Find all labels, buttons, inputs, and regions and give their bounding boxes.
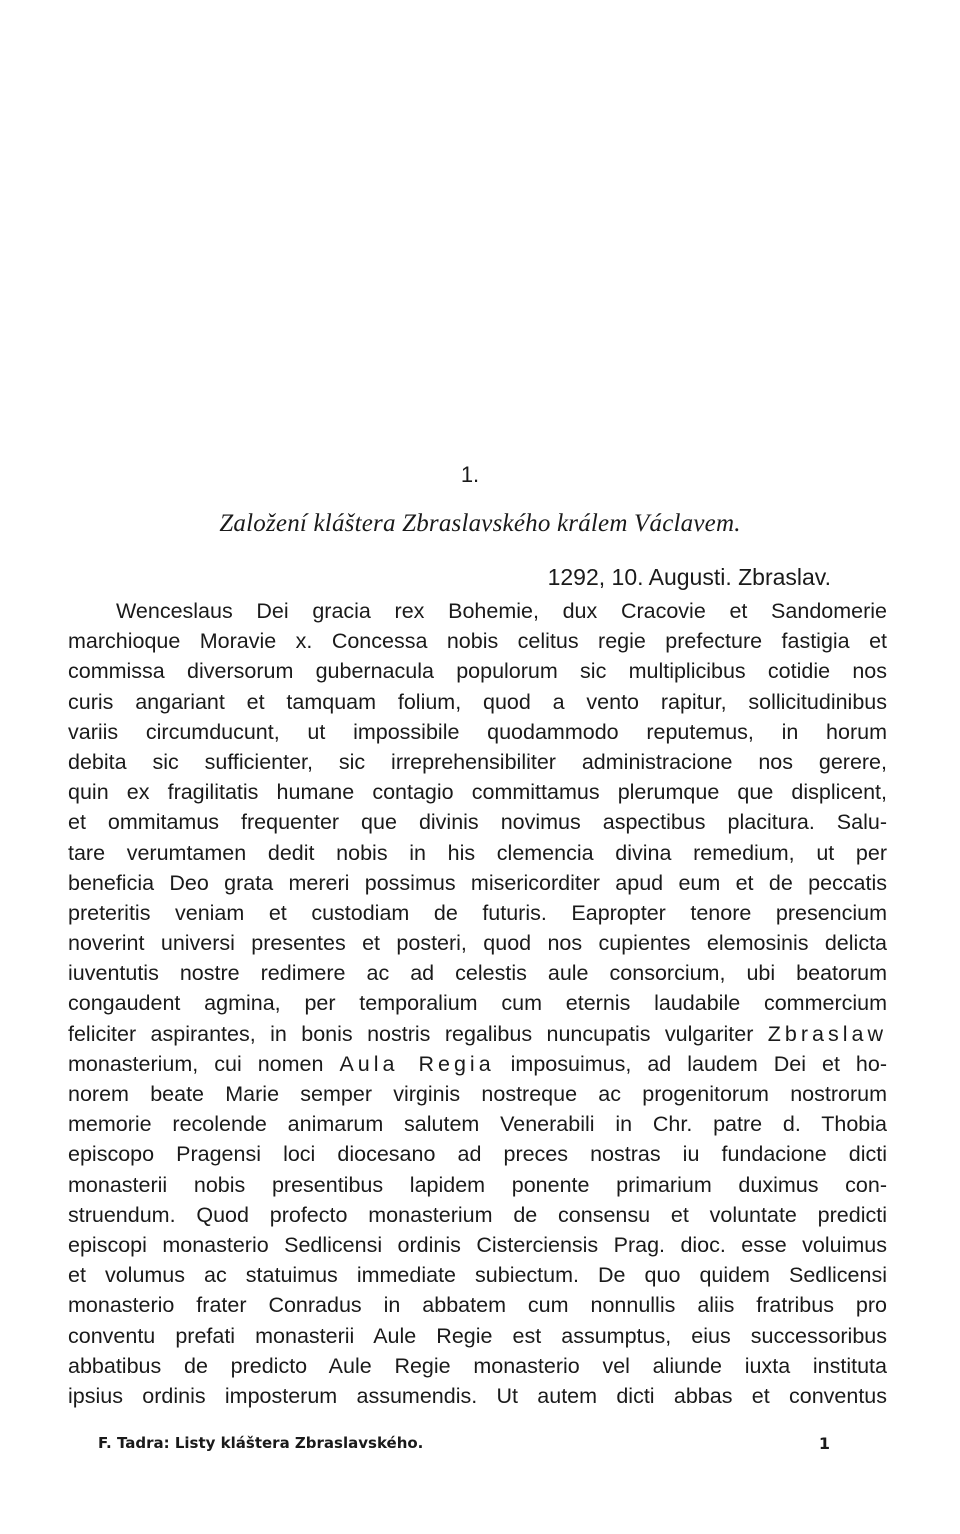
body-line: iuventutis nostre redimere ac ad celestis aule consorcium, ubi beatorum [68, 961, 887, 986]
document-number: 1. [460, 462, 480, 487]
body-line: commissa diversorum gubernacula populorum sic multiplicibus cotidie nos [68, 659, 887, 684]
body-line: debita sic sufficienter, sic irreprehensibiliter administracione nos gerere, [68, 749, 887, 774]
body-line: episcopi monasterio Sedlicensi ordinis Cisterciensis Prag. dioc. esse voluimus [68, 1232, 887, 1257]
body-line: monasterio frater Conradus in abbatem cum nonnullis aliis fratribus pro [68, 1293, 887, 1318]
body-line-text: monasterium, cui nomen [68, 1051, 340, 1076]
body-line: ipsius ordinis imposterum assumendis. Ut autem dicti abbas et conventus [68, 1383, 887, 1408]
body-line: episcopo Pragensi loci diocesano ad preces nostras iu fundacione dicti [68, 1142, 887, 1167]
body-line: preteritis veniam et custodiam de futuris. Eapropter tenore presencium [68, 900, 887, 925]
body-line: noverint universi presentes et posteri, quod nos cupientes elemosinis delicta [68, 931, 887, 956]
body-line: memorie recolende animarum salutem Venerabili in Chr. patre d. Thobia [68, 1112, 887, 1137]
body-line: et ommitamus frequenter que divinis novimus aspectibus placitura. Salu- [68, 810, 887, 835]
document-dateline: 1292, 10. Augusti. Zbraslav. [547, 564, 831, 590]
body-line: conventu prefati monasterii Aule Regie est assumptus, eius successoribus [68, 1323, 887, 1348]
document-body [68, 596, 887, 1411]
body-line: et volumus ac statuimus immediate subiectum. De quo quidem Sedlicensi [68, 1263, 887, 1288]
footer-page-number: 1 [818, 1434, 830, 1453]
monastery-name-spaced: Aula Regia [339, 1051, 495, 1076]
body-line [68, 1049, 887, 1079]
document-title: Založení kláštera Zbraslavského králem Václavem. [219, 510, 741, 537]
body-line: norem beate Marie semper virginis nostreque ac progenitorum nostrorum [68, 1082, 887, 1106]
body-line-text: feliciter aspirantes, in bonis nostris regalibus nuncupatis vulgariter [68, 1021, 768, 1046]
body-line: quin ex fragilitatis humane contagio committamus plerumque que displicent, [68, 780, 887, 805]
body-line: variis circumducunt, ut impossibile quodammodo reputemus, in horum [68, 719, 887, 744]
body-line [68, 1019, 887, 1049]
footer-source: F. Tadra: Listy kláštera Zbraslavského. [98, 1434, 424, 1452]
body-line: congaudent agmina, per temporalium cum eternis laudabile commercium [68, 991, 887, 1016]
body-line: Wenceslaus Dei gracia rex Bohemie, dux Cracovie et Sandomerie [116, 599, 887, 623]
body-line: marchioque Moravie x. Concessa nobis celitus regie prefecture fastigia et [68, 629, 887, 654]
body-line: struendum. Quod profecto monasterium de consensu et voluntate predicti [68, 1202, 887, 1227]
body-line: abbatibus de predicto Aule Regie monasterio vel aliunde iuxta instituta [68, 1353, 887, 1378]
body-line-text: imposuimus, ad laudem Dei et ho- [494, 1051, 887, 1076]
body-line: beneficia Deo grata mereri possimus misericorditer apud eum et de peccatis [68, 870, 887, 895]
body-line: tare verumtamen dedit nobis in his clemencia divina remedium, ut per [68, 840, 887, 865]
body-line: monasterii nobis presentibus lapidem ponente primarium duximus con- [68, 1172, 887, 1197]
place-name-spaced: Zbraslaw [767, 1021, 887, 1046]
body-line: curis angariant et tamquam folium, quod a vento rapitur, sollicitudinibus [68, 689, 887, 714]
